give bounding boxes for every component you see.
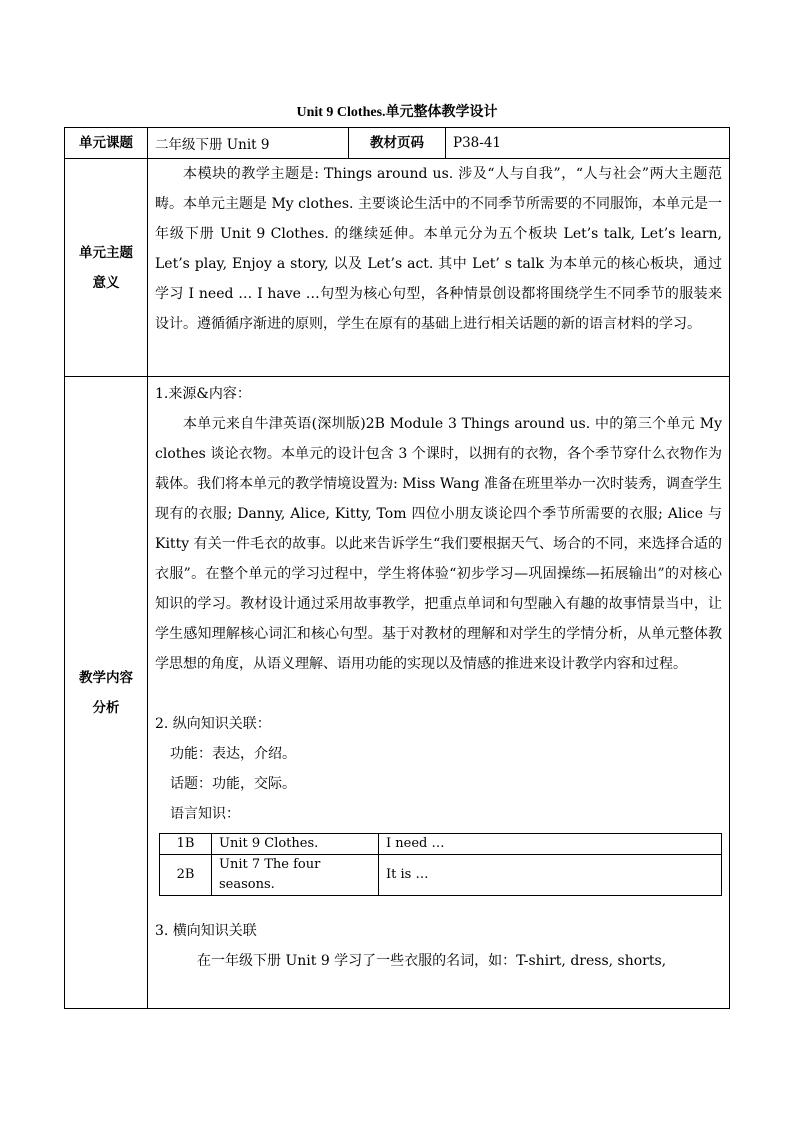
unit-theme-label-line2: 意义 bbox=[92, 274, 120, 291]
row-unit-topic bbox=[65, 128, 730, 159]
knowledge-grade: 2B bbox=[160, 855, 212, 896]
unit-theme-paragraph: 本模块的教学主题是: Things around us. 涉及“人与自我”，“人与社会”两大主题范畴。本单元主题是 My clothes. 主要谈论生活中的不同季节所需要的不同服饰，本单元是一年级下册 Unit 9 Clothes. 的继续延伸。本单元分为五个板块 Let’s talk, Let’s learn, Let’s play, Enjoy a story, 以及 Let’s act. 其中 Let’ s talk 为本单元的核心板块，通过学习 I need … I have …句型为核心句型，各种情景创设都将围绕学生不同季节的服装来设计。遵循循序渐进的原则，学生在原有的基础上进行相关话题的新的语言材料的学习。 bbox=[155, 166, 722, 332]
knowledge-pattern: It is … bbox=[379, 855, 722, 896]
section3-heading: 3. 横向知识关联 bbox=[155, 923, 257, 939]
content-analysis-label-line1: 教学内容 bbox=[79, 669, 133, 686]
page-range-value: P38-41 bbox=[446, 128, 730, 159]
content-analysis-body bbox=[148, 377, 730, 1009]
unit-theme-content bbox=[148, 159, 730, 377]
knowledge-unit: Unit 9 Clothes. bbox=[212, 834, 379, 855]
page-range-label: 教材页码 bbox=[349, 128, 446, 159]
unit-theme-label bbox=[65, 159, 148, 377]
unit-topic-value: 二年级下册 Unit 9 bbox=[148, 128, 349, 159]
row-content-analysis bbox=[65, 377, 730, 1009]
section2-function: 功能：表达，介绍。 bbox=[170, 746, 296, 762]
section2-heading: 2. 纵向知识关联： bbox=[155, 716, 271, 732]
knowledge-table bbox=[159, 833, 722, 896]
lesson-design-table bbox=[64, 127, 730, 1009]
section2-language: 语言知识： bbox=[170, 806, 240, 822]
content-analysis-label-line2: 分析 bbox=[92, 699, 120, 716]
section1-paragraph: 本单元来自牛津英语(深圳版)2B Module 3 Things around us. 中的第三个单元 My clothes 谈论衣物。本单元的设计包含 3 个课时，以拥有的衣物，各个季节穿什么衣物作为载体。我们将本单元的教学情境设置为: Miss Wang 准备在班里举办一次时装秀，调查学生现有的衣服; Danny, Alice, Kitty, Tom 四位小朋友谈论四个季节所需要的衣服; Alice 与 Kitty 有关一件毛衣的故事。以此来告诉学生“我们要根据天气、场合的不同，来选择合适的衣服”。在整个单元的学习过程中，学生将体验“初步学习—巩固操练—拓展输出”的对核心知识的学习。教材设计通过采用故事教学，把重点单词和句型融入有趣的故事情景当中，让学生感知理解核心词汇和核心句型。基于对教材的理解和对学生的学情分析，从单元整体教学思想的角度，从语义理解、语用功能的实现以及情感的推进来设计教学内容和过程。 bbox=[155, 416, 722, 672]
knowledge-row bbox=[160, 855, 722, 896]
blank-line bbox=[148, 679, 729, 709]
knowledge-grade: 1B bbox=[160, 834, 212, 855]
knowledge-pattern: I need … bbox=[379, 834, 722, 855]
section2-topic: 话题：功能，交际。 bbox=[170, 776, 296, 792]
section3-paragraph: 在一年级下册 Unit 9 学习了一些衣服的名词，如：T-shirt, dress, shorts, bbox=[197, 953, 667, 969]
document-title: Unit 9 Clothes.单元整体教学设计 bbox=[296, 105, 498, 120]
unit-topic-label: 单元课题 bbox=[65, 128, 148, 159]
section1-heading: 1.来源&内容： bbox=[155, 386, 251, 402]
row-unit-theme bbox=[65, 159, 730, 377]
knowledge-row bbox=[160, 834, 722, 855]
knowledge-unit: Unit 7 The four seasons. bbox=[212, 855, 379, 896]
content-analysis-label bbox=[65, 377, 148, 1009]
unit-theme-label-line1: 单元主题 bbox=[79, 244, 133, 261]
